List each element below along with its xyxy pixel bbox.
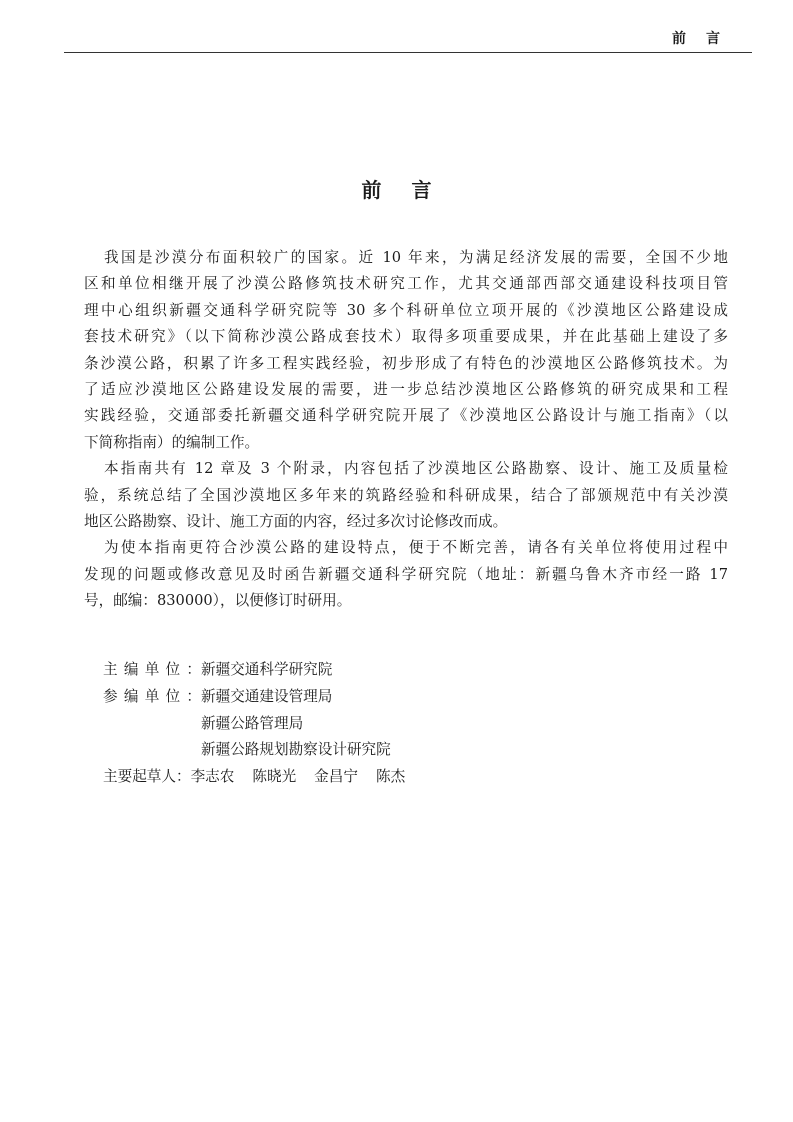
paragraph-1 xyxy=(84,245,728,456)
paragraph-3 xyxy=(84,535,728,614)
co-editor: 新疆交通建设管理局 xyxy=(201,687,333,705)
text-line: 发现的问题或修改意见及时函告新疆交通科学研究院（地址：新疆乌鲁木齐市经一路 17 xyxy=(84,565,728,583)
text-line: 条沙漠公路，积累了许多工程实践经验，初步形成了有特色的沙漠地区公路修筑技术。为 xyxy=(84,354,728,372)
text-line: 为使本指南更符合沙漠公路的建设特点，便于不断完善，请各有关单位将使用过程中 xyxy=(104,539,728,557)
text-line: 我国是沙漠分布面积较广的国家。近 10 年来，为满足经济发展的需要，全国不少地 xyxy=(104,249,728,266)
credits xyxy=(103,657,423,791)
text-line: 下简称指南）的编制工作。 xyxy=(84,433,260,451)
text-line: 了适应沙漠地区公路建设发展的需要，进一步总结沙漠地区公路修筑的研究成果和工程 xyxy=(84,381,728,399)
co-editor-row xyxy=(103,684,423,711)
co-editor-label: 参编单位： xyxy=(103,687,201,705)
page-title: 前言 xyxy=(361,178,462,202)
drafter: 陈杰 xyxy=(375,768,406,786)
drafters-label: 主要起草人： xyxy=(103,768,191,786)
text-line: 本指南共有 12 章及 3 个附录，内容包括了沙漠地区公路勘察、设计、施工及质量检 xyxy=(104,460,728,478)
text-line: 实践经验，交通部委托新疆交通科学研究院开展了《沙漠地区公路设计与施工指南》（以 xyxy=(84,407,728,425)
preface-body xyxy=(84,245,728,615)
drafter: 陈晓光 xyxy=(252,768,297,786)
co-editor: 新疆公路规划勘察设计研究院 xyxy=(201,741,391,759)
text-line: 验，系统总结了全国沙漠地区多年来的筑路经验和科研成果，结合了部颁规范中有关沙漠 xyxy=(84,486,728,504)
text-line: 套技术研究》（以下简称沙漠公路成套技术）取得多项重要成果，并在此基础上建设了多 xyxy=(84,328,728,346)
co-editor: 新疆公路管理局 xyxy=(201,714,304,732)
chief-editor: 新疆交通科学研究院 xyxy=(201,661,333,678)
co-editor-row xyxy=(103,711,423,738)
chief-editor-label: 主编单位： xyxy=(103,661,201,678)
drafter: 李志农 xyxy=(190,768,235,786)
running-header: 前言 xyxy=(672,31,740,47)
drafter: 金昌宁 xyxy=(314,768,358,786)
text-line: 理中心组织新疆交通科学研究院等 30 多个科研单位立项开展的《沙漠地区公路建设成 xyxy=(84,301,728,319)
header-rule xyxy=(64,52,752,53)
chief-editor-row xyxy=(103,657,423,684)
text-line: 区和单位相继开展了沙漠公路修筑技术研究工作，尤其交通部西部交通建设科技项目管 xyxy=(84,275,728,293)
text-line: 号，邮编：830000），以便修订时研用。 xyxy=(84,592,352,610)
text-line: 地区公路勘察、设计、施工方面的内容，经过多次讨论修改而成。 xyxy=(84,513,508,531)
drafters-row xyxy=(103,764,423,791)
co-editor-row xyxy=(103,737,423,764)
paragraph-2 xyxy=(84,456,728,535)
